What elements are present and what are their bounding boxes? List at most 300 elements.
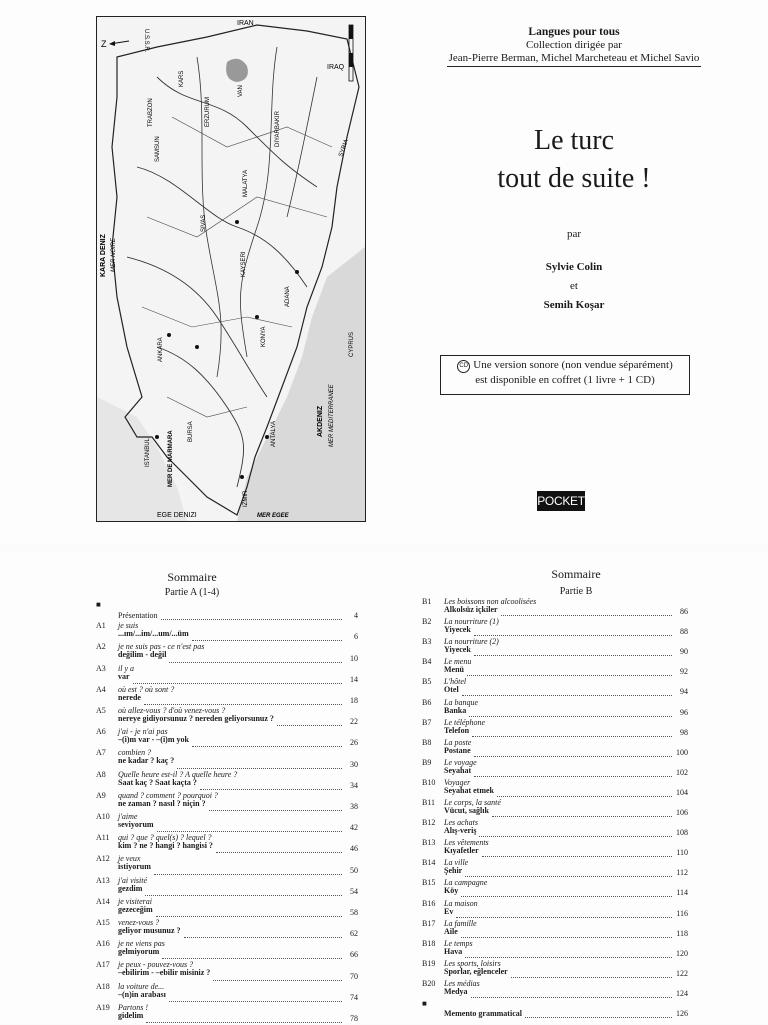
entry-page: 54	[350, 886, 358, 896]
entry-page: 90	[680, 647, 688, 657]
map-label-sivas: SIVAS	[201, 214, 207, 232]
entry-turkish: nerede	[118, 692, 141, 702]
entry-french: venez-vous ?	[118, 918, 160, 927]
entry-leader	[154, 868, 342, 875]
cd-icon: CD	[457, 360, 470, 373]
map-label-istanbul: ISTANBUL	[145, 438, 151, 467]
entry-turkish: değilim - değil	[118, 650, 167, 660]
entry-leader	[209, 804, 342, 811]
entry-page: 38	[350, 801, 358, 811]
entry-code: A7	[96, 748, 106, 758]
entry-page: 94	[680, 687, 688, 697]
entry-turkish: gidelim	[118, 1010, 144, 1020]
entry-page: 58	[350, 907, 358, 917]
toc-entry	[422, 779, 688, 799]
entry-code: B20	[422, 978, 436, 988]
entry-leader	[144, 698, 342, 705]
entry-french: j'ai visité	[118, 875, 148, 885]
entry-french: Les boissons non alcoolisées	[444, 597, 537, 606]
entry-code: B4	[422, 657, 432, 667]
toc-entry	[96, 707, 358, 728]
entry-leader	[461, 890, 672, 897]
entry-leader	[465, 951, 672, 958]
toc-entry	[96, 792, 358, 813]
entry-french: qui ? que ? quel(s) ? lequel ?	[118, 833, 212, 843]
toc-entry	[96, 1004, 358, 1025]
entry-french: j'ai - je n'ai pas	[118, 727, 168, 737]
entry-leader	[213, 974, 342, 981]
toc-entry	[422, 1000, 688, 1020]
entry-code: A8	[96, 769, 106, 779]
map-label-iran: IRAN	[237, 20, 254, 27]
entry-page: 88	[680, 627, 688, 637]
title-line-2: tout de suite !	[497, 163, 651, 194]
toc-entry	[422, 699, 688, 719]
entry-page: 66	[350, 950, 358, 960]
entry-code: A19	[96, 1002, 110, 1012]
entry-code: A6	[96, 727, 106, 737]
entry-turkish: Seyahat etmek	[444, 785, 494, 795]
entry-code: B15	[422, 878, 436, 888]
entry-leader	[146, 1016, 342, 1023]
entry-turkish: –(i)m var - –(i)m yok	[118, 735, 189, 745]
map-label-konya: KONYA	[261, 326, 267, 347]
entry-page: 86	[680, 607, 688, 617]
entry-code: A1	[96, 621, 106, 631]
entry-page: 126	[676, 1009, 688, 1019]
entry-leader	[474, 649, 672, 656]
map-label-ege-denizi: EGE DENIZI	[157, 512, 197, 519]
entry-turkish: istiyorum	[118, 862, 151, 872]
entry-page: 34	[350, 780, 358, 790]
map-label-izmir: IZMIR	[243, 490, 249, 507]
toc-entry	[422, 940, 688, 960]
map-label-adana: ADANA	[285, 286, 291, 307]
map-label-erzurum: ERZURUM	[205, 97, 211, 127]
entry-french: Le menu	[444, 657, 472, 667]
entry-turkish: gelmiyorum	[118, 947, 160, 957]
entry-turkish: ne kadar ? kaç ?	[118, 756, 175, 766]
toc-entry	[96, 622, 358, 643]
entry-turkish: –(n)in arabası	[118, 989, 166, 999]
entry-code: A12	[96, 854, 110, 864]
entry-code: B10	[422, 777, 436, 787]
entry-french: Les sports, loisirs	[444, 958, 501, 968]
entry-turkish: Yiyecek	[444, 625, 471, 635]
map-label-mer-mediterranee: MER MEDITERRANEE	[329, 384, 335, 447]
entry-code: A5	[96, 706, 106, 715]
entry-french: La nourriture (1)	[444, 617, 499, 627]
toc-entry	[422, 920, 688, 940]
entry-leader	[145, 889, 342, 896]
entry-leader	[492, 810, 672, 817]
entry-french: Le temps	[444, 938, 473, 948]
entry-code: ■	[96, 600, 101, 609]
toc-entry	[422, 859, 688, 879]
entry-leader	[169, 656, 342, 663]
entry-leader	[192, 740, 342, 747]
entry-leader	[474, 629, 672, 636]
entry-french: je suis	[118, 621, 139, 631]
entry-page: 106	[676, 808, 688, 818]
entry-turkish: Hava	[444, 946, 463, 956]
entry-code: A15	[96, 918, 110, 927]
entry-turkish: –ebilirim - –ebilir misiniz ?	[118, 968, 211, 978]
title-line-1: Le turc	[533, 125, 615, 156]
map-label-ussr: U.S.S.R.	[143, 29, 149, 53]
series-title: Langues pour tous	[528, 26, 620, 38]
entry-turkish: ne zaman ? nasıl ? niçin ?	[118, 798, 206, 808]
map-label-cyprus: CYPRUS	[349, 331, 355, 357]
entry-french: quand ? comment ? pourquoi ?	[118, 790, 218, 800]
entry-code: A2	[96, 642, 106, 652]
entry-french: Voyager	[444, 777, 471, 787]
entry-leader	[456, 911, 672, 918]
author-1: Sylvie Colin	[545, 261, 603, 273]
entry-french: la voiture de...	[118, 981, 165, 991]
map-label-van: VAN	[238, 85, 244, 97]
publisher-logo: POCKET	[537, 491, 585, 511]
toc-entry	[422, 839, 688, 859]
entry-french: Le voyage	[444, 757, 477, 767]
entry-code: A9	[96, 790, 106, 800]
entry-leader	[461, 931, 672, 938]
entry-leader	[474, 750, 672, 757]
map-label-ankara: ANKARA	[158, 337, 164, 362]
entry-code: B1	[422, 597, 432, 606]
entry-code: A10	[96, 812, 110, 821]
toc-entry	[96, 855, 358, 876]
entry-page: 70	[350, 971, 358, 981]
entry-leader	[157, 825, 342, 832]
entry-french: Le téléphone	[444, 717, 486, 727]
entry-leader	[156, 910, 342, 917]
entry-code: A14	[96, 896, 110, 906]
entry-turkish: Yiyecek	[444, 645, 471, 655]
toc-entry	[96, 898, 358, 919]
entry-leader	[479, 830, 672, 837]
cd-notice-line-2: est disponible en coffret (1 livre + 1 CD)	[475, 374, 655, 386]
entry-french: La nourriture (2)	[444, 637, 499, 647]
entry-code: B12	[422, 818, 436, 828]
entry-turkish: Ev	[444, 906, 454, 916]
entry-french: Les achats	[444, 818, 478, 828]
entry-french: je visiterai	[118, 896, 152, 906]
entry-french: je peux - pouvez-vous ?	[118, 960, 194, 970]
toc-b-heading: Sommaire	[551, 567, 601, 581]
author-2: Semih Koşar	[543, 299, 605, 311]
map-label-kars: KARS	[179, 70, 185, 87]
entry-code: B6	[422, 697, 432, 707]
entry-code: B18	[422, 938, 436, 948]
entry-french: La poste	[444, 737, 472, 747]
entry-turkish: Saat kaç ? Saat kaçta ?	[118, 777, 197, 787]
entry-code: B7	[422, 717, 432, 727]
authors-block	[424, 258, 724, 315]
map-label-kara-deniz: KARA DENIZ	[100, 234, 107, 277]
entry-code: A11	[96, 833, 110, 843]
author-conjunction: et	[570, 280, 578, 292]
entry-leader	[184, 931, 342, 938]
entry-page: 10	[350, 653, 358, 663]
entry-turkish: Otel	[444, 685, 459, 695]
entry-leader	[482, 850, 672, 857]
toc-part-b	[384, 552, 768, 1024]
entry-turkish: Telefon	[444, 725, 470, 735]
toc-entry	[422, 719, 688, 739]
entry-page: 100	[676, 747, 688, 757]
entry-page: 96	[680, 707, 688, 717]
toc-entry	[96, 771, 358, 792]
entry-french: je ne suis pas - ce n'est pas	[118, 642, 205, 652]
entry-leader	[467, 669, 672, 676]
entry-leader	[469, 710, 672, 717]
entry-page: 122	[676, 968, 688, 978]
map-label-malatya: MALATYA	[243, 169, 249, 197]
entry-leader	[192, 634, 342, 641]
entry-page: 120	[676, 948, 688, 958]
map-label-iraq: IRAQ	[327, 64, 345, 71]
map-label-mer-noire: MER NOIRE	[111, 237, 117, 272]
entry-turkish: ...ım/...im/...um/...üm	[118, 629, 189, 639]
toc-entry	[422, 638, 688, 658]
toc-entry	[96, 961, 358, 982]
entry-french: combien ?	[118, 748, 152, 758]
entry-turkish: nereye gidiyorsunuz ? nereden geliyorsunuz ?	[118, 714, 274, 723]
map-label-marmara: MER DE MARMARA	[168, 430, 174, 487]
entry-page: 116	[676, 908, 688, 918]
entry-turkish: Şehir	[444, 866, 463, 876]
toc-entry	[422, 819, 688, 839]
toc-entry	[422, 900, 688, 920]
entry-code: A3	[96, 663, 106, 673]
toc-entry	[96, 877, 358, 898]
entry-code: B2	[422, 617, 432, 627]
entry-code: ■	[422, 999, 427, 1008]
toc-entry	[422, 739, 688, 759]
toc-entry	[96, 686, 358, 707]
map-label-akdeniz: AKDENIZ	[317, 405, 324, 437]
entry-french: Partons !	[118, 1002, 148, 1012]
toc-entry	[422, 879, 688, 899]
entry-turkish: Kıyafetler	[444, 846, 479, 856]
entry-turkish: Memento grammatical	[444, 1009, 522, 1019]
entry-turkish: gezeceğim	[118, 904, 153, 914]
entry-turkish: Postane	[444, 745, 471, 755]
entry-french: Le corps, la santé	[444, 798, 501, 807]
entry-code: B19	[422, 958, 436, 968]
entry-page: 98	[680, 727, 688, 737]
entry-page: 118	[676, 928, 688, 938]
entry-code: B5	[422, 677, 432, 687]
entry-french: je ne viens pas	[118, 939, 165, 949]
entry-leader	[462, 689, 672, 696]
entry-page: 42	[350, 823, 358, 833]
entry-page: 18	[350, 695, 358, 705]
toc-entry	[422, 678, 688, 698]
entry-leader	[497, 790, 672, 797]
editors-line: Jean-Pierre Berman, Michel Marcheteau et Michel Savio	[447, 52, 702, 67]
entry-page: 14	[350, 674, 358, 684]
entry-code: A4	[96, 684, 106, 694]
entry-leader	[169, 995, 342, 1002]
entry-leader	[465, 870, 672, 877]
entry-page: 26	[350, 738, 358, 748]
toc-entry	[96, 940, 358, 961]
entry-page: 4	[354, 611, 358, 621]
entry-page: 102	[676, 767, 688, 777]
map-drawing	[97, 17, 365, 521]
entry-turkish: seviyorum	[118, 820, 154, 829]
entry-turkish: Aile	[444, 926, 458, 936]
turkey-map	[96, 16, 366, 522]
entry-leader	[511, 971, 672, 978]
entry-page: 46	[350, 844, 358, 854]
entry-turkish: Seyahat	[444, 765, 472, 775]
title-page	[384, 0, 768, 545]
north-arrow-icon	[101, 39, 129, 49]
entry-page: 50	[350, 865, 358, 875]
entry-french: j'aime	[118, 812, 138, 821]
map-label-kayseri: KAYSERI	[241, 251, 247, 277]
entry-french: La ville	[444, 858, 469, 868]
entry-french: je veux	[118, 854, 141, 864]
entry-page: 104	[676, 787, 688, 797]
toc-entry	[96, 728, 358, 749]
entry-page: 22	[350, 717, 358, 727]
entry-french: La campagne	[444, 878, 488, 888]
entry-leader	[177, 762, 342, 769]
entry-french: où est ? où sont ?	[118, 684, 175, 694]
entry-code: B8	[422, 737, 432, 747]
entry-code: B16	[422, 898, 436, 908]
entry-french: où allez-vous ? d'où venez-vous ?	[118, 706, 226, 715]
entry-turkish: gezdim	[118, 883, 143, 893]
entry-leader	[277, 719, 342, 726]
series-block	[424, 26, 724, 67]
entry-code: B9	[422, 757, 432, 767]
entry-code: B3	[422, 637, 432, 647]
toc-entry	[422, 960, 688, 980]
cd-notice-line-1: Une version sonore (non vendue séparément)	[473, 359, 673, 371]
toc-entry	[96, 643, 358, 664]
toc-entry	[96, 834, 358, 855]
entry-code: A13	[96, 875, 110, 885]
map-label-mer-egee: MER EGEE	[257, 513, 289, 519]
toc-entry	[422, 980, 688, 1000]
map-page	[0, 0, 384, 545]
book-title	[424, 122, 724, 198]
entry-page: 110	[676, 848, 688, 858]
entry-turkish: Köy	[444, 886, 459, 896]
entry-turkish: Menü	[444, 665, 464, 675]
entry-french: Les médias	[444, 978, 480, 988]
map-label-diyarbakir: DIYARBAKIR	[275, 111, 281, 147]
entry-leader	[133, 677, 342, 684]
toc-entry	[422, 799, 688, 819]
entry-leader	[161, 613, 342, 620]
entry-french: La banque	[444, 697, 478, 707]
toc-entry	[96, 813, 358, 834]
entry-page: 78	[350, 1013, 358, 1023]
toc-entry	[96, 919, 358, 940]
entry-french: L'hôtel	[444, 677, 467, 687]
entry-french: Les vêtements	[444, 838, 489, 848]
entry-code: B11	[422, 798, 436, 807]
map-label-trabzon: TRABZON	[148, 98, 154, 127]
cd-notice	[440, 355, 690, 395]
entry-code: B17	[422, 918, 436, 928]
entry-page: 62	[350, 929, 358, 939]
entry-turkish: geliyor musunuz ?	[118, 926, 181, 935]
entry-french: La maison	[444, 898, 478, 908]
entry-code: B13	[422, 838, 436, 848]
entry-page: 92	[680, 667, 688, 677]
entry-code: A16	[96, 939, 110, 949]
toc-entry	[422, 618, 688, 638]
toc-a-subheading: Partie A (1-4)	[164, 587, 220, 598]
toc-entry	[422, 658, 688, 678]
entry-french: La famille	[444, 918, 477, 928]
entry-leader	[472, 730, 672, 737]
map-label-antalya: ANTALYA	[271, 420, 277, 447]
toc-entry	[96, 749, 358, 770]
entry-turkish: Alkolsüz içkiler	[444, 605, 498, 614]
entry-code: A17	[96, 960, 110, 970]
map-label-samsun: SAMSUN	[155, 136, 161, 162]
par-label: par	[566, 228, 582, 240]
entry-leader	[525, 1011, 672, 1018]
svg-text:Z: Z	[101, 39, 107, 49]
entry-code: A18	[96, 981, 110, 991]
entry-page: 6	[354, 632, 358, 642]
entry-page: 30	[350, 759, 358, 769]
entry-leader	[162, 952, 342, 959]
toc-entry	[96, 665, 358, 686]
entry-page: 124	[676, 988, 688, 998]
entry-leader	[501, 609, 672, 616]
scale-bar	[349, 25, 353, 81]
toc-entry	[422, 598, 688, 618]
entry-code: B14	[422, 858, 436, 868]
entry-leader	[474, 770, 672, 777]
toc-b-subheading: Partie B	[559, 586, 593, 597]
toc-part-a	[0, 552, 384, 1024]
toc-entry	[422, 759, 688, 779]
entry-turkish: kim ? ne ? hangi ? hangisi ?	[118, 841, 213, 851]
entry-page: 108	[676, 828, 688, 838]
entry-turkish: Medya	[444, 986, 468, 996]
entry-page: 114	[676, 888, 688, 898]
toc-entry	[96, 601, 358, 622]
entry-leader	[216, 846, 342, 853]
toc-entry	[96, 983, 358, 1004]
map-label-bursa: BURSA	[188, 421, 194, 442]
entry-turkish: Vücut, sağlık	[444, 806, 489, 815]
entry-french: Quelle heure est-il ? A quelle heure ?	[118, 769, 238, 779]
entry-leader	[200, 783, 342, 790]
entry-french: il y a	[118, 663, 134, 673]
map-label-syria: SYRIA	[338, 138, 351, 158]
entry-turkish: Alış-veriş	[444, 826, 477, 836]
entry-page: 74	[350, 992, 358, 1002]
entry-leader	[471, 991, 672, 998]
entry-french: Présentation	[118, 611, 158, 621]
toc-a-heading: Sommaire	[167, 570, 217, 584]
entry-turkish: Sporlar, eğlenceler	[444, 966, 508, 976]
entry-turkish: Banka	[444, 705, 467, 715]
collection-line: Collection dirigée par	[526, 39, 622, 51]
